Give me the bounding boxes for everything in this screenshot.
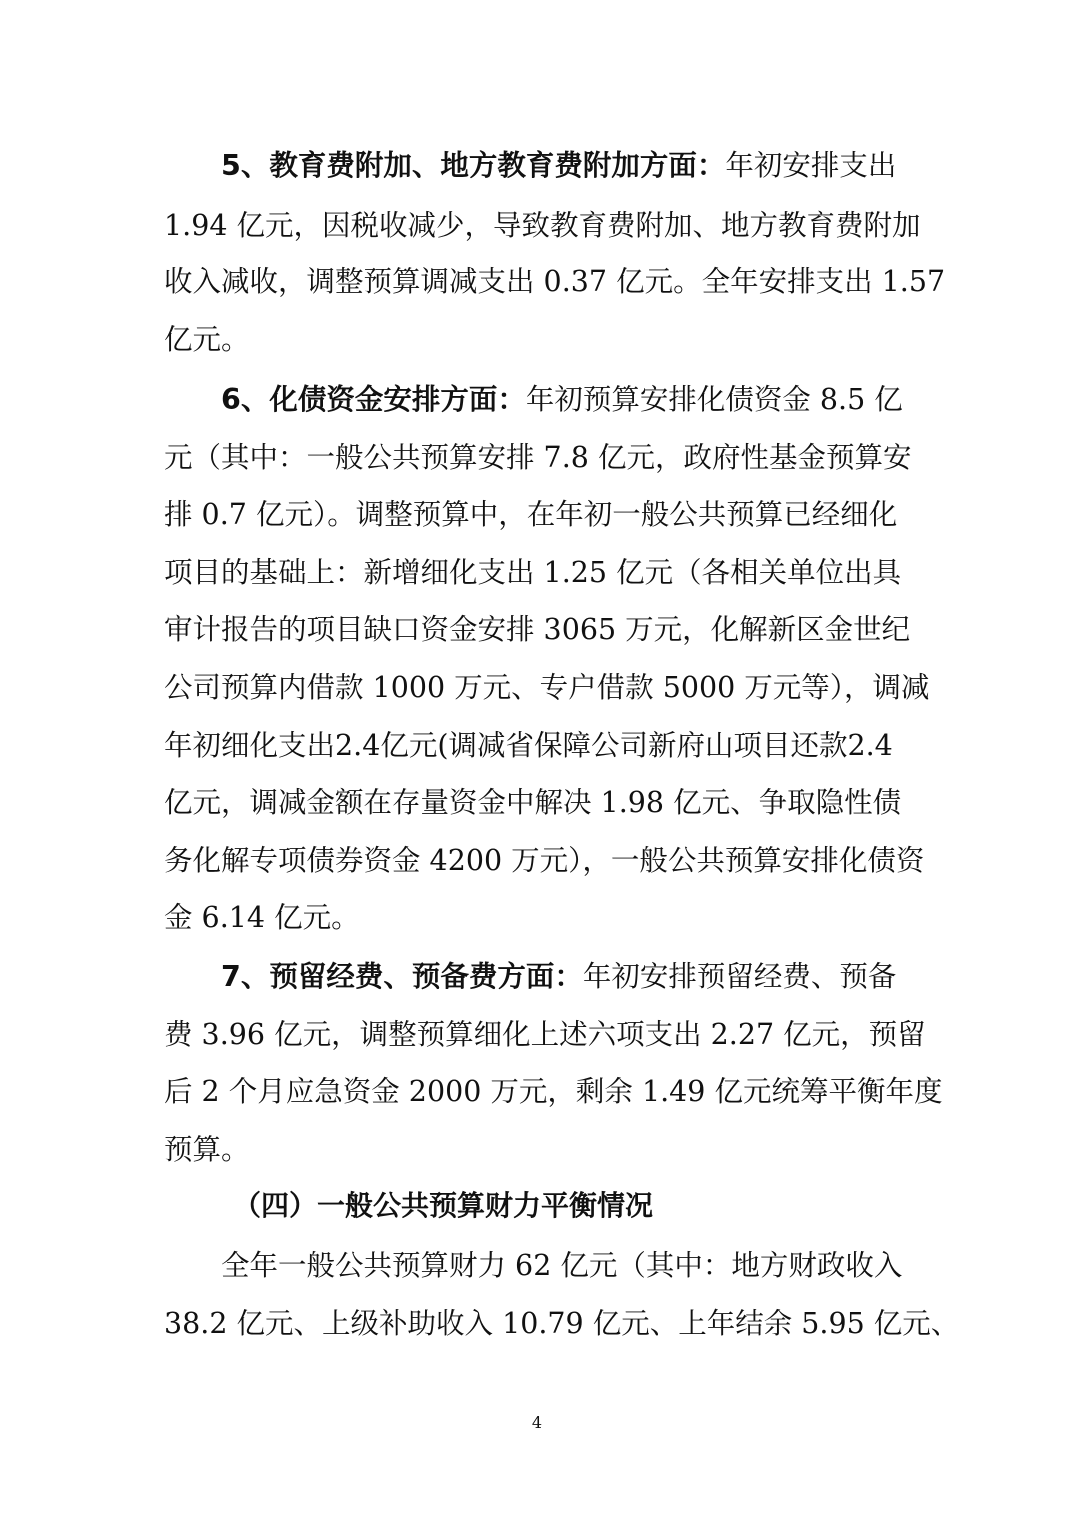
paragraph-6-line-10: 金 6.14 亿元。 [164,901,360,934]
paragraph-5-line-4: 亿元。 [164,323,250,356]
section-4-heading: （四）一般公共预算财力平衡情况 [233,1189,654,1222]
paragraph-6-title: 6、化债资金安排方面： [221,383,526,416]
paragraph-6-line-3: 排 0.7 亿元）。调整预算中，在年初一般公共预算已经细化 [164,498,898,531]
paragraph-7-text: 年初安排预留经费、预备 [582,960,897,993]
section-4-line-2: 38.2 亿元、上级补助收入 10.79 亿元、上年结余 5.95 亿元、 [164,1307,960,1340]
page-number: 4 [531,1413,543,1432]
paragraph-7-line-2: 费 3.96 亿元，调整预算细化上述六项支出 2.27 亿元，预留 [164,1018,926,1051]
paragraph-5-title: 5、教育费附加、地方教育费附加方面： [221,149,726,182]
paragraph-6-line-7: 年初细化支出2.4亿元(调减省保障公司新府山项目还款2.4 [164,729,893,762]
paragraph-5-line-3: 收入减收，调整预算调减支出 0.37 亿元。全年安排支出 1.57 [164,265,946,298]
paragraph-5-line-2: 1.94 亿元，因税收减少，导致教育费附加、地方教育费附加 [164,209,921,242]
paragraph-6-line-2: 元（其中：一般公共预算安排 7.8 亿元，政府性基金预算安 [164,441,912,474]
paragraph-5-line-1 [221,146,896,186]
paragraph-6-line-8: 亿元，调减金额在存量资金中解决 1.98 亿元、争取隐性债 [164,786,902,819]
paragraph-6-text: 年初预算安排化债资金 8.5 亿 [525,383,903,416]
paragraph-6-line-5: 审计报告的项目缺口资金安排 3065 万元，化解新区金世纪 [164,613,911,646]
paragraph-6-line-9: 务化解专项债券资金 4200 万元），一般公共预算安排化债资 [164,844,925,877]
paragraph-6-line-6: 公司预算内借款 1000 万元、专户借款 5000 万元等），调减 [164,671,930,704]
paragraph-7-line-4: 预算。 [164,1133,250,1166]
paragraph-7-line-1 [221,957,896,997]
paragraph-7-line-3: 后 2 个月应急资金 2000 万元，剩余 1.49 亿元统筹平衡年度 [164,1075,943,1108]
paragraph-6-line-4: 项目的基础上：新增细化支出 1.25 亿元（各相关单位出具 [164,556,902,589]
paragraph-7-title: 7、预留经费、预备费方面： [221,960,583,993]
paragraph-5-text: 年初安排支出 [725,149,897,182]
paragraph-6-line-1 [221,380,903,420]
section-4-line-1: 全年一般公共预算财力 62 亿元（其中：地方财政收入 [221,1249,903,1282]
